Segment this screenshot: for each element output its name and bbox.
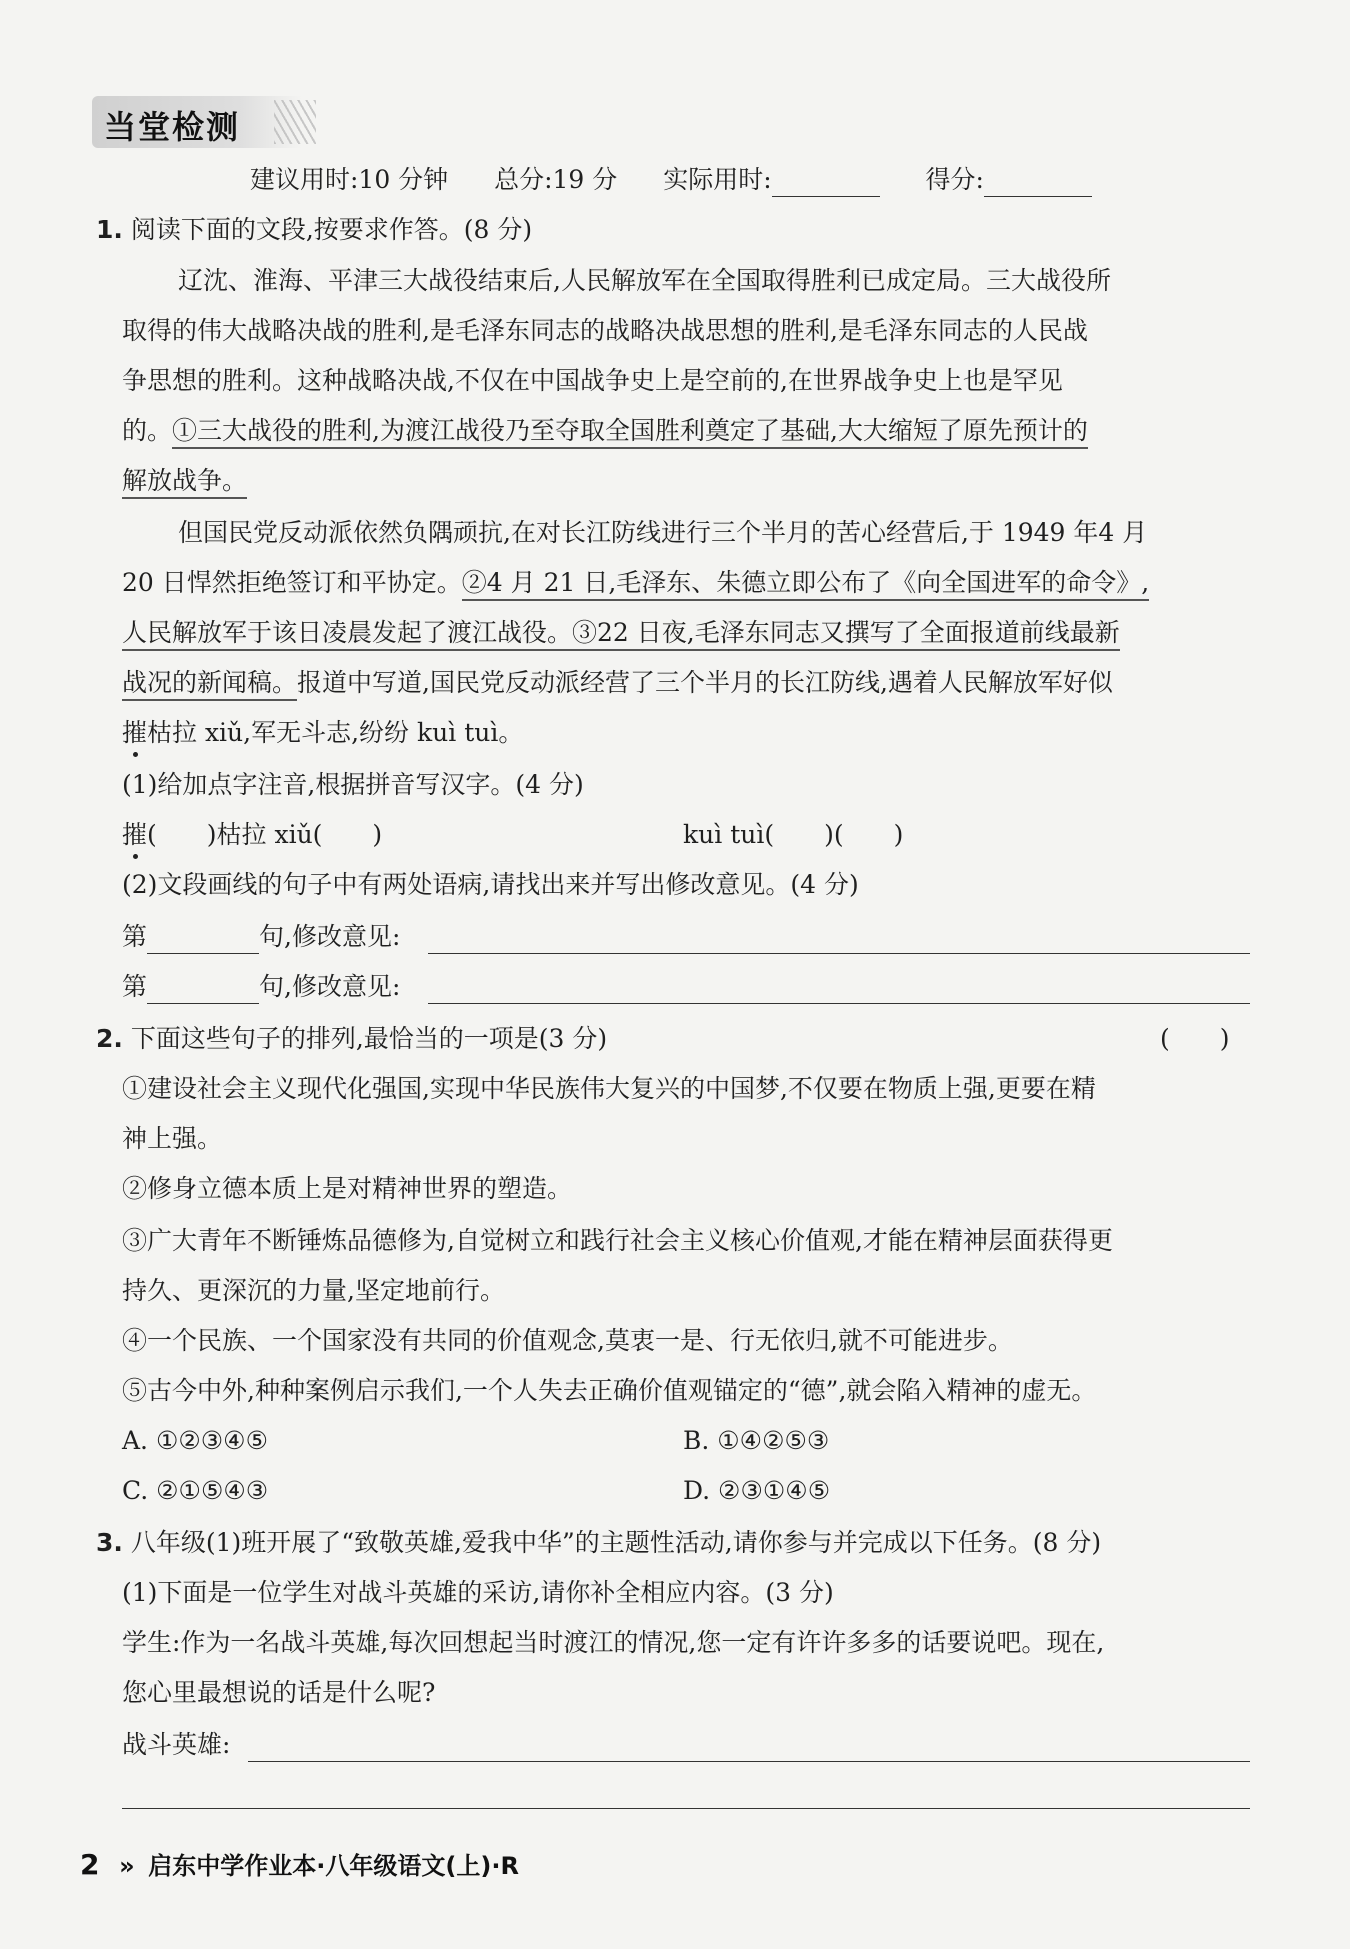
book-grade: ·八年级语文(上)·R xyxy=(316,1852,519,1880)
q2-sentence-4: ④一个民族、一个国家没有共同的价值观念,莫衷一是、行无依归,就不可能进步。 xyxy=(122,1326,1013,1355)
q1-p2-line4 xyxy=(122,666,1252,700)
q1-sub1: (1)给加点字注音,根据拼音写汉字。(4 分) xyxy=(122,770,584,799)
q1-p2-line2 xyxy=(122,566,1252,600)
section-header xyxy=(92,96,302,148)
q1-p1-line5 xyxy=(122,464,1252,498)
q2-title xyxy=(96,1022,1226,1056)
underlined-sentence-2-end: 人民解放军于该日凌晨发起了渡江战役。 xyxy=(122,618,572,651)
suggested-time: 建议用时:10 分钟 xyxy=(250,165,449,194)
answer-1-prefix: 第 xyxy=(122,922,148,951)
q3-student-line1: 学生:作为一名战斗英雄,每次回想起当时渡江的情况,您一定有许许多多的话要说吧。现在, xyxy=(122,1628,1105,1657)
q1-p2-line2-plain: 20 日悍然拒绝签订和平协定。 xyxy=(122,568,462,597)
q2-sentence-3-line2: 持久、更深沉的力量,坚定地前行。 xyxy=(122,1276,505,1305)
underlined-sentence-3: ③22 日夜,毛泽东同志又撰写了全面报道前线最新 xyxy=(572,618,1120,651)
dotted-character: 摧 xyxy=(122,718,148,747)
q2-sentence-1-line2: 神上强。 xyxy=(122,1124,223,1153)
q2-option-d[interactable]: D. ②③①④⑤ xyxy=(683,1476,831,1505)
answer-1-line[interactable] xyxy=(428,953,1250,954)
q2-sentence-3-line1: ③广大青年不断锤炼品德修为,自觉树立和践行社会主义核心价值观,才能在精神层面获得更 xyxy=(122,1226,1113,1255)
underlined-sentence-2: ②4 月 21 日,毛泽东、朱德立即公布了《向全国进军的命令》, xyxy=(462,568,1149,601)
q2-option-a[interactable]: A. ①②③④⑤ xyxy=(122,1426,269,1455)
q2-option-b[interactable]: B. ①④②⑤③ xyxy=(683,1426,830,1455)
q1-p2-line4-plain: 报道中写道,国民党反动派经营了三个半月的长江防线,遇着人民解放军好似 xyxy=(297,668,1113,697)
underlined-sentence-1: ①三大战役的胜利,为渡江战役乃至夺取全国胜利奠定了基础,大大缩短了原先预计的 xyxy=(172,416,1088,449)
total-score: 总分:19 分 xyxy=(494,165,618,194)
info-line xyxy=(250,163,1350,197)
actual-time-label: 实际用时: xyxy=(663,165,772,194)
q1-sub2-answer-1[interactable] xyxy=(122,920,1252,954)
score-label: 得分: xyxy=(925,165,984,194)
q1-sub2: (2)文段画线的句子中有两处语病,请找出来并写出修改意见。(4 分) xyxy=(122,870,859,899)
q1-title-text: 阅读下面的文段,按要求作答。(8 分) xyxy=(130,215,533,244)
q3-sub1: (1)下面是一位学生对战斗英雄的采访,请你补全相应内容。(3 分) xyxy=(122,1578,834,1607)
q3-student-line2: 您心里最想说的话是什么呢? xyxy=(122,1678,436,1707)
q1-title xyxy=(96,213,1226,247)
q3-hero-answer-line[interactable] xyxy=(248,1761,1250,1762)
q1-p1-line4-plain: 的。 xyxy=(122,416,173,445)
book-title: 启东中学作业本 xyxy=(148,1852,317,1880)
answer-dotted-char: 摧 xyxy=(122,820,148,849)
q2-sentence-2: ②修身立德本质上是对精神世界的塑造。 xyxy=(122,1174,573,1203)
answer-2-line[interactable] xyxy=(428,1003,1250,1004)
q3-hero-label: 战斗英雄: xyxy=(122,1730,231,1759)
q1-sub1-answer-a-text[interactable]: ( )枯拉 xiǔ( ) xyxy=(147,820,383,849)
q1-p2-line1: 但国民党反动派依然负隅顽抗,在对长江防线进行三个半月的苦心经营后,于 1949 年4 月 xyxy=(178,518,1148,547)
q2-title-text: 下面这些句子的排列,最恰当的一项是(3 分) xyxy=(130,1024,608,1053)
chevron-right-icon: » xyxy=(119,1852,129,1880)
q1-number: 1. xyxy=(96,215,123,244)
q1-sub1-answer-b[interactable]: kuì tuì( )( ) xyxy=(683,820,904,849)
q3-number: 3. xyxy=(96,1528,123,1557)
answer-2-prefix: 第 xyxy=(122,972,148,1001)
q2-answer-bracket[interactable]: ( ) xyxy=(1160,1024,1230,1053)
q2-sentence-1-line1: ①建设社会主义现代化强国,实现中华民族伟大复兴的中国梦,不仅要在物质上强,更要在精 xyxy=(122,1074,1096,1103)
q2-option-c[interactable]: C. ②①⑤④③ xyxy=(122,1476,269,1505)
score-blank[interactable] xyxy=(984,170,1092,197)
q1-p1-line2: 取得的伟大战略决战的胜利,是毛泽东同志的战略决战思想的胜利,是毛泽东同志的人民战 xyxy=(122,316,1088,345)
underlined-sentence-1-end: 解放战争。 xyxy=(122,466,247,499)
q1-p2-line5-text: 枯拉 xiǔ,军无斗志,纷纷 kuì tuì。 xyxy=(147,718,524,747)
q1-p1-line4 xyxy=(122,414,1252,448)
underlined-sentence-3-end: 战况的新闻稿。 xyxy=(122,668,297,701)
q1-p2-line5 xyxy=(122,716,1252,750)
q3-title xyxy=(96,1526,1226,1560)
q3-hero-answer-line-2[interactable] xyxy=(122,1808,1250,1809)
answer-1-label: 句,修改意见: xyxy=(259,922,401,951)
q3-title-text: 八年级(1)班开展了“致敬英雄,爱我中华”的主题性活动,请你参与并完成以下任务。(8 分) xyxy=(130,1528,1102,1557)
page-footer xyxy=(80,1846,519,1881)
q1-sub2-answer-2[interactable] xyxy=(122,970,1252,1004)
q2-sentence-5: ⑤古今中外,种种案例启示我们,一个人失去正确价值观锚定的“德”,就会陷入精神的虚无。 xyxy=(122,1376,1097,1405)
q1-p1-line3: 争思想的胜利。这种战略决战,不仅在中国战争史上是空前的,在世界战争史上也是罕见 xyxy=(122,366,1063,395)
decorative-stripes xyxy=(274,100,316,144)
actual-time-blank[interactable] xyxy=(772,170,880,197)
answer-2-label: 句,修改意见: xyxy=(259,972,401,1001)
answer-1-sentence-blank[interactable] xyxy=(147,927,259,954)
q1-p2-line3 xyxy=(122,616,1252,650)
answer-2-sentence-blank[interactable] xyxy=(147,977,259,1004)
q1-p1-line1: 辽沈、淮海、平津三大战役结束后,人民解放军在全国取得胜利已成定局。三大战役所 xyxy=(178,266,1111,295)
page-number: 2 xyxy=(80,1848,100,1881)
section-title: 当堂检测 xyxy=(104,108,241,146)
q2-number: 2. xyxy=(96,1024,123,1053)
